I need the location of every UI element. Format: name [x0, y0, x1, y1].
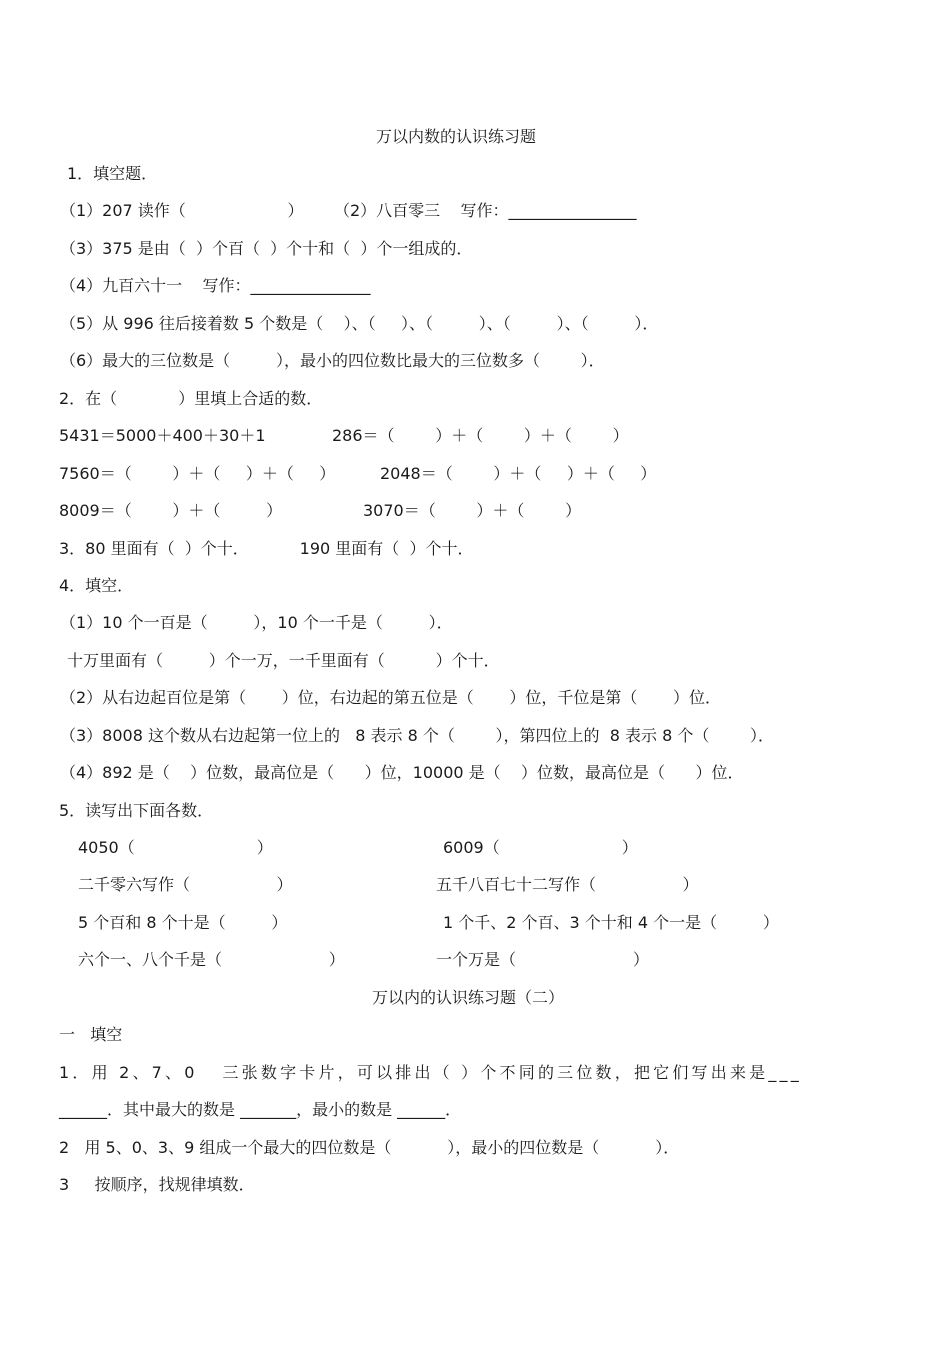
q4-item-2: （2）从右边起百位是第（ ）位，右边起的第五位是（ ）位，千位是第（ ）位．	[60, 688, 721, 707]
q2-row3-left: 8009＝（ ）＋（ ）	[59, 501, 283, 520]
q5-row1-left: 4050（ ）	[78, 838, 273, 857]
section-title: 万以内的认识练习题（二）	[372, 988, 565, 1007]
q1-item-5: （5）从 996 往后接着数 5 个数是（ ）、（ ）、（ ）、（ ）、（ ）．	[60, 314, 659, 333]
q2-row3-right: 3070＝（ ）＋（ ）	[363, 501, 582, 520]
q5-row2-right: 五千八百七十二写作（ ）	[436, 875, 699, 894]
q4-item-3: （3）8008 这个数从右边起第一位上的 8 表示 8 个（ ），第四位上的 8 表示 8 个（ ）．	[60, 726, 775, 745]
q2-row2-right: 2048＝（ ）＋（ ）＋（ ）	[380, 464, 657, 483]
part2-item-2: 2 用 5、0、3、9 组成一个最大的四位数是（ ），最小的四位数是（ ）．	[59, 1138, 680, 1157]
q1-item-4: （4）九百六十一 写作：_______________	[60, 276, 371, 295]
page-title: 万以内数的认识练习题	[376, 127, 537, 146]
part2-heading: 一 填空	[59, 1025, 123, 1044]
part2-item-3: 3 按顺序，找规律填数．	[59, 1175, 255, 1194]
q2-heading: 2．在（ ）里填上合适的数．	[59, 389, 323, 408]
q1-item-1: （1）207 读作（ ）	[60, 201, 304, 220]
q4-heading: 4．填空．	[59, 576, 134, 595]
q1-item-3: （3）375 是由（ ）个百（ ）个十和（ ）个一组成的．	[60, 239, 473, 258]
q1-item-6: （6）最大的三位数是（ ），最小的四位数比最大的三位数多（ ）．	[60, 351, 605, 370]
q5-row4-left: 六个一、八个千是（ ）	[78, 950, 345, 969]
q1-item-2: （2）八百零三 写作：________________	[334, 201, 637, 220]
q4-item-1: （1）10 个一百是（ ），10 个一千是（ ）．	[60, 613, 453, 632]
part2-item-1-cont: ______．其中最大的数是 _______，最小的数是 ______．	[59, 1100, 462, 1119]
q2-row2-left: 7560＝（ ）＋（ ）＋（ ）	[59, 464, 336, 483]
q5-row2-left: 二千零六写作（ ）	[78, 875, 293, 894]
q4-item-1b: 十万里面有（ ）个一万，一千里面有（ ）个十．	[67, 651, 500, 670]
q3-line: 3．80 里面有（ ）个十． 190 里面有（ ）个十．	[59, 539, 474, 558]
part2-item-1: 1．用 2、7、0 三张数字卡片，可以排出（ ）个不同的三位数，把它们写出来是___	[59, 1063, 802, 1082]
q2-row1-left: 5431＝5000＋400＋30＋1	[59, 426, 266, 445]
q5-heading: 5．读写出下面各数．	[59, 801, 214, 820]
q4-item-4: （4）892 是（ ）位数，最高位是（ ）位，10000 是（ ）位数，最高位是（ ）位．	[60, 763, 744, 782]
q5-row3-left: 5 个百和 8 个十是（ ）	[78, 913, 288, 932]
q5-row4-right: 一个万是（ ）	[436, 950, 649, 969]
q1-heading: 1．填空题．	[67, 164, 158, 183]
q5-row3-right: 1 个千、2 个百、3 个十和 4 个一是（ ）	[443, 913, 779, 932]
q5-row1-right: 6009（ ）	[443, 838, 638, 857]
q2-row1-right: 286＝（ ）＋（ ）＋（ ）	[332, 426, 629, 445]
